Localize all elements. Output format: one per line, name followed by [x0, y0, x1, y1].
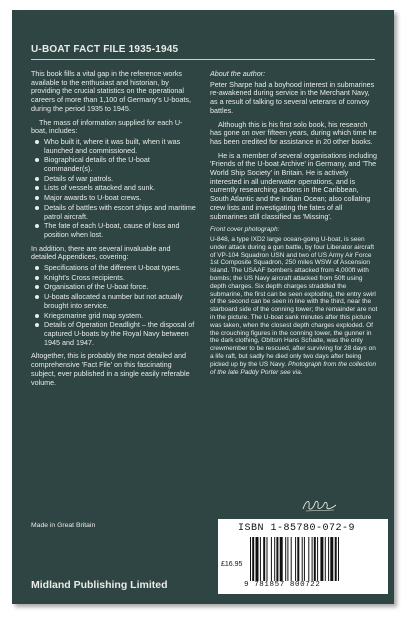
feature-item: The fate of each U-boat, cause of loss and position when lost.: [31, 222, 197, 239]
appendix-item: Organisation of the U-boat force.: [31, 283, 197, 292]
about-author-paragraph: Peter Sharpe had a boyhood interest in submarines re-awakened during service in the Merchant Navy, as a result of talking to several veterans of convoy battles.: [210, 79, 375, 115]
book-title: U-BOAT FACT FILE 1935-1945: [31, 44, 179, 55]
feature-item: Who built it, where it was built, when it was launched and commissioned.: [31, 138, 197, 155]
barcode-bar: [271, 537, 272, 581]
made-in-label: Made in Great Britain: [31, 522, 96, 529]
right-column: [210, 70, 378, 381]
barcode-bar: [328, 537, 329, 581]
about-author-paragraph: He is a member of several organisations including 'Friends of the U-boat Archive' in Germany, and 'The World Ship Society' in Britain. He is actively interested in all underwater operations, and is currently researching actions in the Caribbean, South Atlantic and the Indian Ocean; also collating crew lists and investigating the fates of all submarines still classified as 'Missing'.: [210, 150, 378, 221]
barcode-bar: [304, 537, 305, 581]
intro-paragraph: This book fills a vital gap in the reference works available to the enthusiast and historian, by providing the crucial statistics on the operational careers of more than 1,100 of Germany's U-boats, during the period 1935 to 1945.: [31, 69, 191, 113]
barcode-bar: [325, 537, 326, 581]
appendix-item: Kriegsmarine grid map system.: [31, 312, 197, 321]
about-author-heading: About the author:: [210, 69, 266, 78]
barcode-bar: [338, 537, 339, 581]
barcode-bar: [256, 537, 259, 581]
photo-caption-heading: Front cover photograph:: [210, 226, 280, 234]
barcode-bar: [260, 537, 261, 581]
ean-number: 9 781857 800722: [244, 581, 321, 589]
barcode-bar: [285, 537, 286, 581]
title-rule: [31, 59, 375, 60]
photo-credit: Photograph from the collection of the late Paddy Porter see via.: [210, 360, 377, 376]
barcode-bar: [252, 537, 254, 581]
barcode-bar: [250, 537, 251, 581]
appendix-item: U-boats allocated a number but not actually brought into service.: [31, 293, 197, 310]
feature-item: Details of battles with escort ships and maritime patrol aircraft.: [31, 204, 197, 221]
barcode-bar: [308, 537, 309, 581]
price-label: £16.95: [221, 561, 243, 568]
photo-caption-text: U-848, a type IXD2 large ocean-going U-boat, is seen under attack during a gun battle, by four Liberator aircraft of VP-104 Squadron USN and two of US Army Air Force 1st Composite Squadron, 250 miles WSW of Ascension Island. The USAAF bombers attacked from 4,000ft with bombs; the US Navy aircraft attacked from 50ft using depth charges. Six depth charges straddled the submarine, the first can be seen exploding, the entry swirl of the second can be seen in line with the third, near the starboard side of the conning tower; the remainder are not in the picture. The U-boat sank minutes after this picture was taken, when the closest depth charges exploded. Of the crouching figures in the conning tower, the gunner in the dark clothing, ObItsm Hans Schade, was the only crewmember to be rescued, after surviving for 28 days on a life raft, but sadly he died only two days after being picked up by the US Navy.: [210, 236, 378, 368]
barcode-bar: [335, 537, 337, 581]
conclusion-paragraph: Altogether, this is probably the most detailed and comprehensive 'Fact File' on this fascinating subject, ever published in a single easily referable volume.: [31, 351, 190, 387]
left-column: [31, 70, 197, 392]
feature-item: Details of war patrols.: [31, 175, 197, 184]
barcode-panel: [218, 519, 388, 594]
feature-item: Biographical details of the U-boat commander(s).: [31, 156, 197, 173]
barcode-bar: [267, 537, 268, 581]
barcode-bar: [276, 537, 278, 581]
appendix-item: Specifications of the different U-boat types.: [31, 264, 197, 273]
mass-intro: The mass of information supplied for each U-boat, includes:: [31, 117, 183, 136]
barcode-bar: [295, 537, 296, 581]
about-author-paragraph: Although this is his first solo book, his research has gone on over fifteen years, during which time he has been credited for assistance in 20 other books.: [210, 119, 377, 146]
barcode-bar: [287, 537, 288, 581]
barcode-bar: [291, 537, 292, 581]
isbn-label: ISBN 1-85780-072-9: [238, 523, 356, 534]
barcode-bar: [297, 537, 299, 581]
signature-logo: [300, 496, 340, 514]
barcode-bar: [312, 537, 313, 581]
barcode-bar: [314, 537, 316, 581]
barcode-bar: [302, 537, 303, 581]
barcode-bar: [330, 537, 333, 581]
back-cover: [12, 10, 394, 604]
appendix-item: Details of Operation Deadlight – the disposal of captured U-boats by the Royal Navy between 1945 and 1947.: [31, 321, 197, 347]
barcode-bar: [320, 537, 323, 581]
photo-caption: [210, 236, 378, 376]
barcode-bar: [274, 537, 275, 581]
appendix-list: [31, 264, 197, 347]
barcode-bar: [317, 537, 318, 581]
publisher-name: Midland Publishing Limited: [31, 579, 168, 591]
feature-item: Lists of vessels attacked and sunk.: [31, 184, 197, 193]
feature-item: Major awards to U-boat crews.: [31, 194, 197, 203]
feature-list: [31, 138, 197, 240]
barcode-bars: [248, 537, 384, 583]
barcode-bar: [280, 537, 283, 581]
barcode-bar: [263, 537, 265, 581]
appendices-intro: In addition, there are several invaluable and detailed Appendices, covering:: [31, 243, 171, 262]
appendix-item: Knight's Cross recipients.: [31, 274, 197, 283]
